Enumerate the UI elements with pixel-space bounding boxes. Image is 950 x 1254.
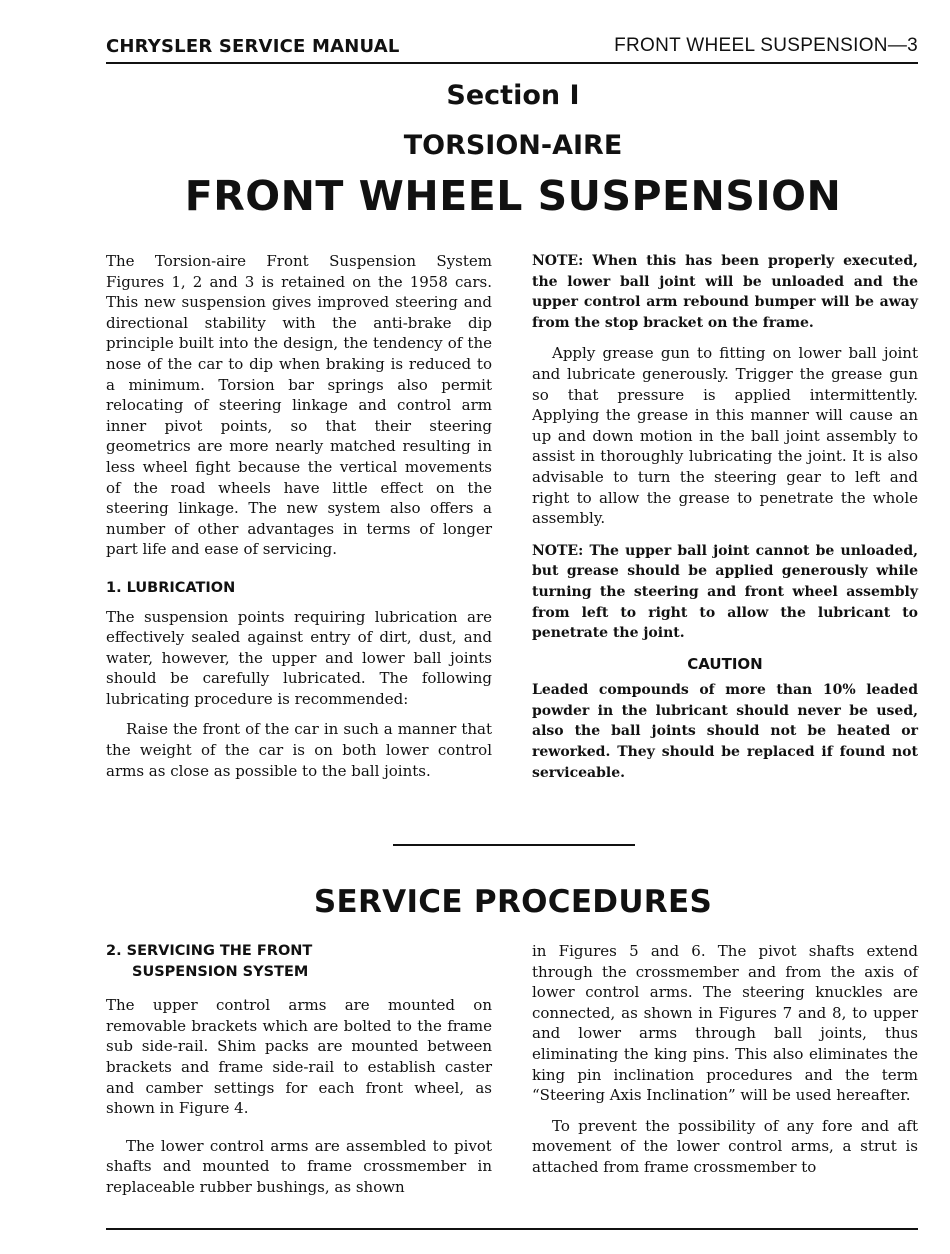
caution-paragraph: Leaded compounds of more than 10% leaded powder in the lubricant should never be used, also the ball joints should not be heated or reworked. They should be replaced if found not serviceable. bbox=[532, 682, 918, 781]
bottom-left-column bbox=[106, 941, 492, 1198]
footer-rule bbox=[106, 1228, 918, 1230]
note-paragraph-2: NOTE: The upper ball joint cannot be unloaded, but grease should be applied generously while turning the steering and front wheel assembly from left to right to allow the lubricant to penetrate the joint. bbox=[532, 542, 918, 642]
section-heading: Section I bbox=[446, 80, 580, 111]
upper-arms-paragraph: The upper control arms are mounted on removable brackets which are bolted to the frame sub side-rail. Shim packs are mounted between brackets and frame side-rail to establish caster and camber settings for each front wheel, as shown in Figure 4. bbox=[106, 996, 492, 1118]
lubrication-paragraph: The suspension points requiring lubrication are effectively sealed against entry of dirt, dust, and water, however, the upper and lower ball joints should be carefully lubricated. The following lubricating procedure is recommended: bbox=[106, 607, 492, 708]
top-left-column bbox=[106, 251, 492, 781]
caution-heading: CAUTION bbox=[687, 654, 763, 673]
servicing-heading-line-1: 2. SERVICING THE FRONT bbox=[106, 943, 313, 959]
pivot-shafts-paragraph: in Figures 5 and 6. The pivot shafts extend through the crossmember and from the axis of lower control arms. The steering knuckles are connected, as shown in Figures 7 and 8, to upper and lower arms through ball joints, thus eliminating the king pins. This also eliminates the king pin inclination procedures and the term “Steering Axis Inclination” will be used hereafter. bbox=[532, 942, 918, 1105]
section-divider bbox=[393, 844, 635, 846]
subtitle-heading: TORSION-AIRE bbox=[403, 130, 623, 161]
page-chapter-number: FRONT WHEEL SUSPENSION—3 bbox=[614, 35, 918, 56]
bottom-right-column bbox=[532, 941, 918, 1178]
servicing-heading-line-2: SUSPENSION SYSTEM bbox=[132, 963, 309, 980]
grease-paragraph: Apply grease gun to fitting on lower ball joint and lubricate generously. Trigger the grease gun so that pressure is applied intermittently. Applying the grease in this manner will cause an up and down motion in the ball joint assembly to assist in thoroughly lubricating the joint. It is also advisable to turn the steering gear to left and right to allow the grease to penetrate the whole assembly. bbox=[532, 344, 918, 528]
intro-paragraph: The Torsion-aire Front Suspension System Figures 1, 2 and 3 is retained on the 1958 cars. This new suspension gives improved steering and directional stability with the anti-brake dip principle built into the design, the tendency of the nose of the car to dip when braking is reduced to a minimum. Torsion bar springs also permit relocating of steering linkage and control arm inner pivot points, so that their steering geometrics are more nearly matched resulting in less wheel fight because the vertical movements of the road wheels have little effect on the steering linkage. The new system also offers a number of other advantages in terms of longer part life and ease of servicing. bbox=[106, 252, 492, 559]
page-title: FRONT WHEEL SUSPENSION bbox=[184, 172, 842, 220]
note-paragraph-1: NOTE: When this has been properly executed, the lower ball joint will be unloaded and the upper control arm rebound bumper will be away from the stop bracket on the frame. bbox=[532, 253, 918, 331]
lubrication-heading: 1. LUBRICATION bbox=[106, 579, 236, 596]
service-procedures-heading: SERVICE PROCEDURES bbox=[313, 884, 713, 920]
top-right-column bbox=[532, 251, 918, 783]
manual-title: CHRYSLER SERVICE MANUAL bbox=[106, 36, 400, 57]
raise-car-paragraph: Raise the front of the car in such a manner that the weight of the car is on both lower control arms as close as possible to the ball joints. bbox=[106, 720, 492, 780]
lower-arms-paragraph: The lower control arms are assembled to pivot shafts and mounted to frame crossmember in replaceable rubber bushings, as shown bbox=[106, 1136, 492, 1196]
running-header bbox=[106, 36, 918, 64]
strut-paragraph: To prevent the possibility of any fore and aft movement of the lower control arms, a strut is attached from frame crossmember to bbox=[532, 1116, 918, 1176]
